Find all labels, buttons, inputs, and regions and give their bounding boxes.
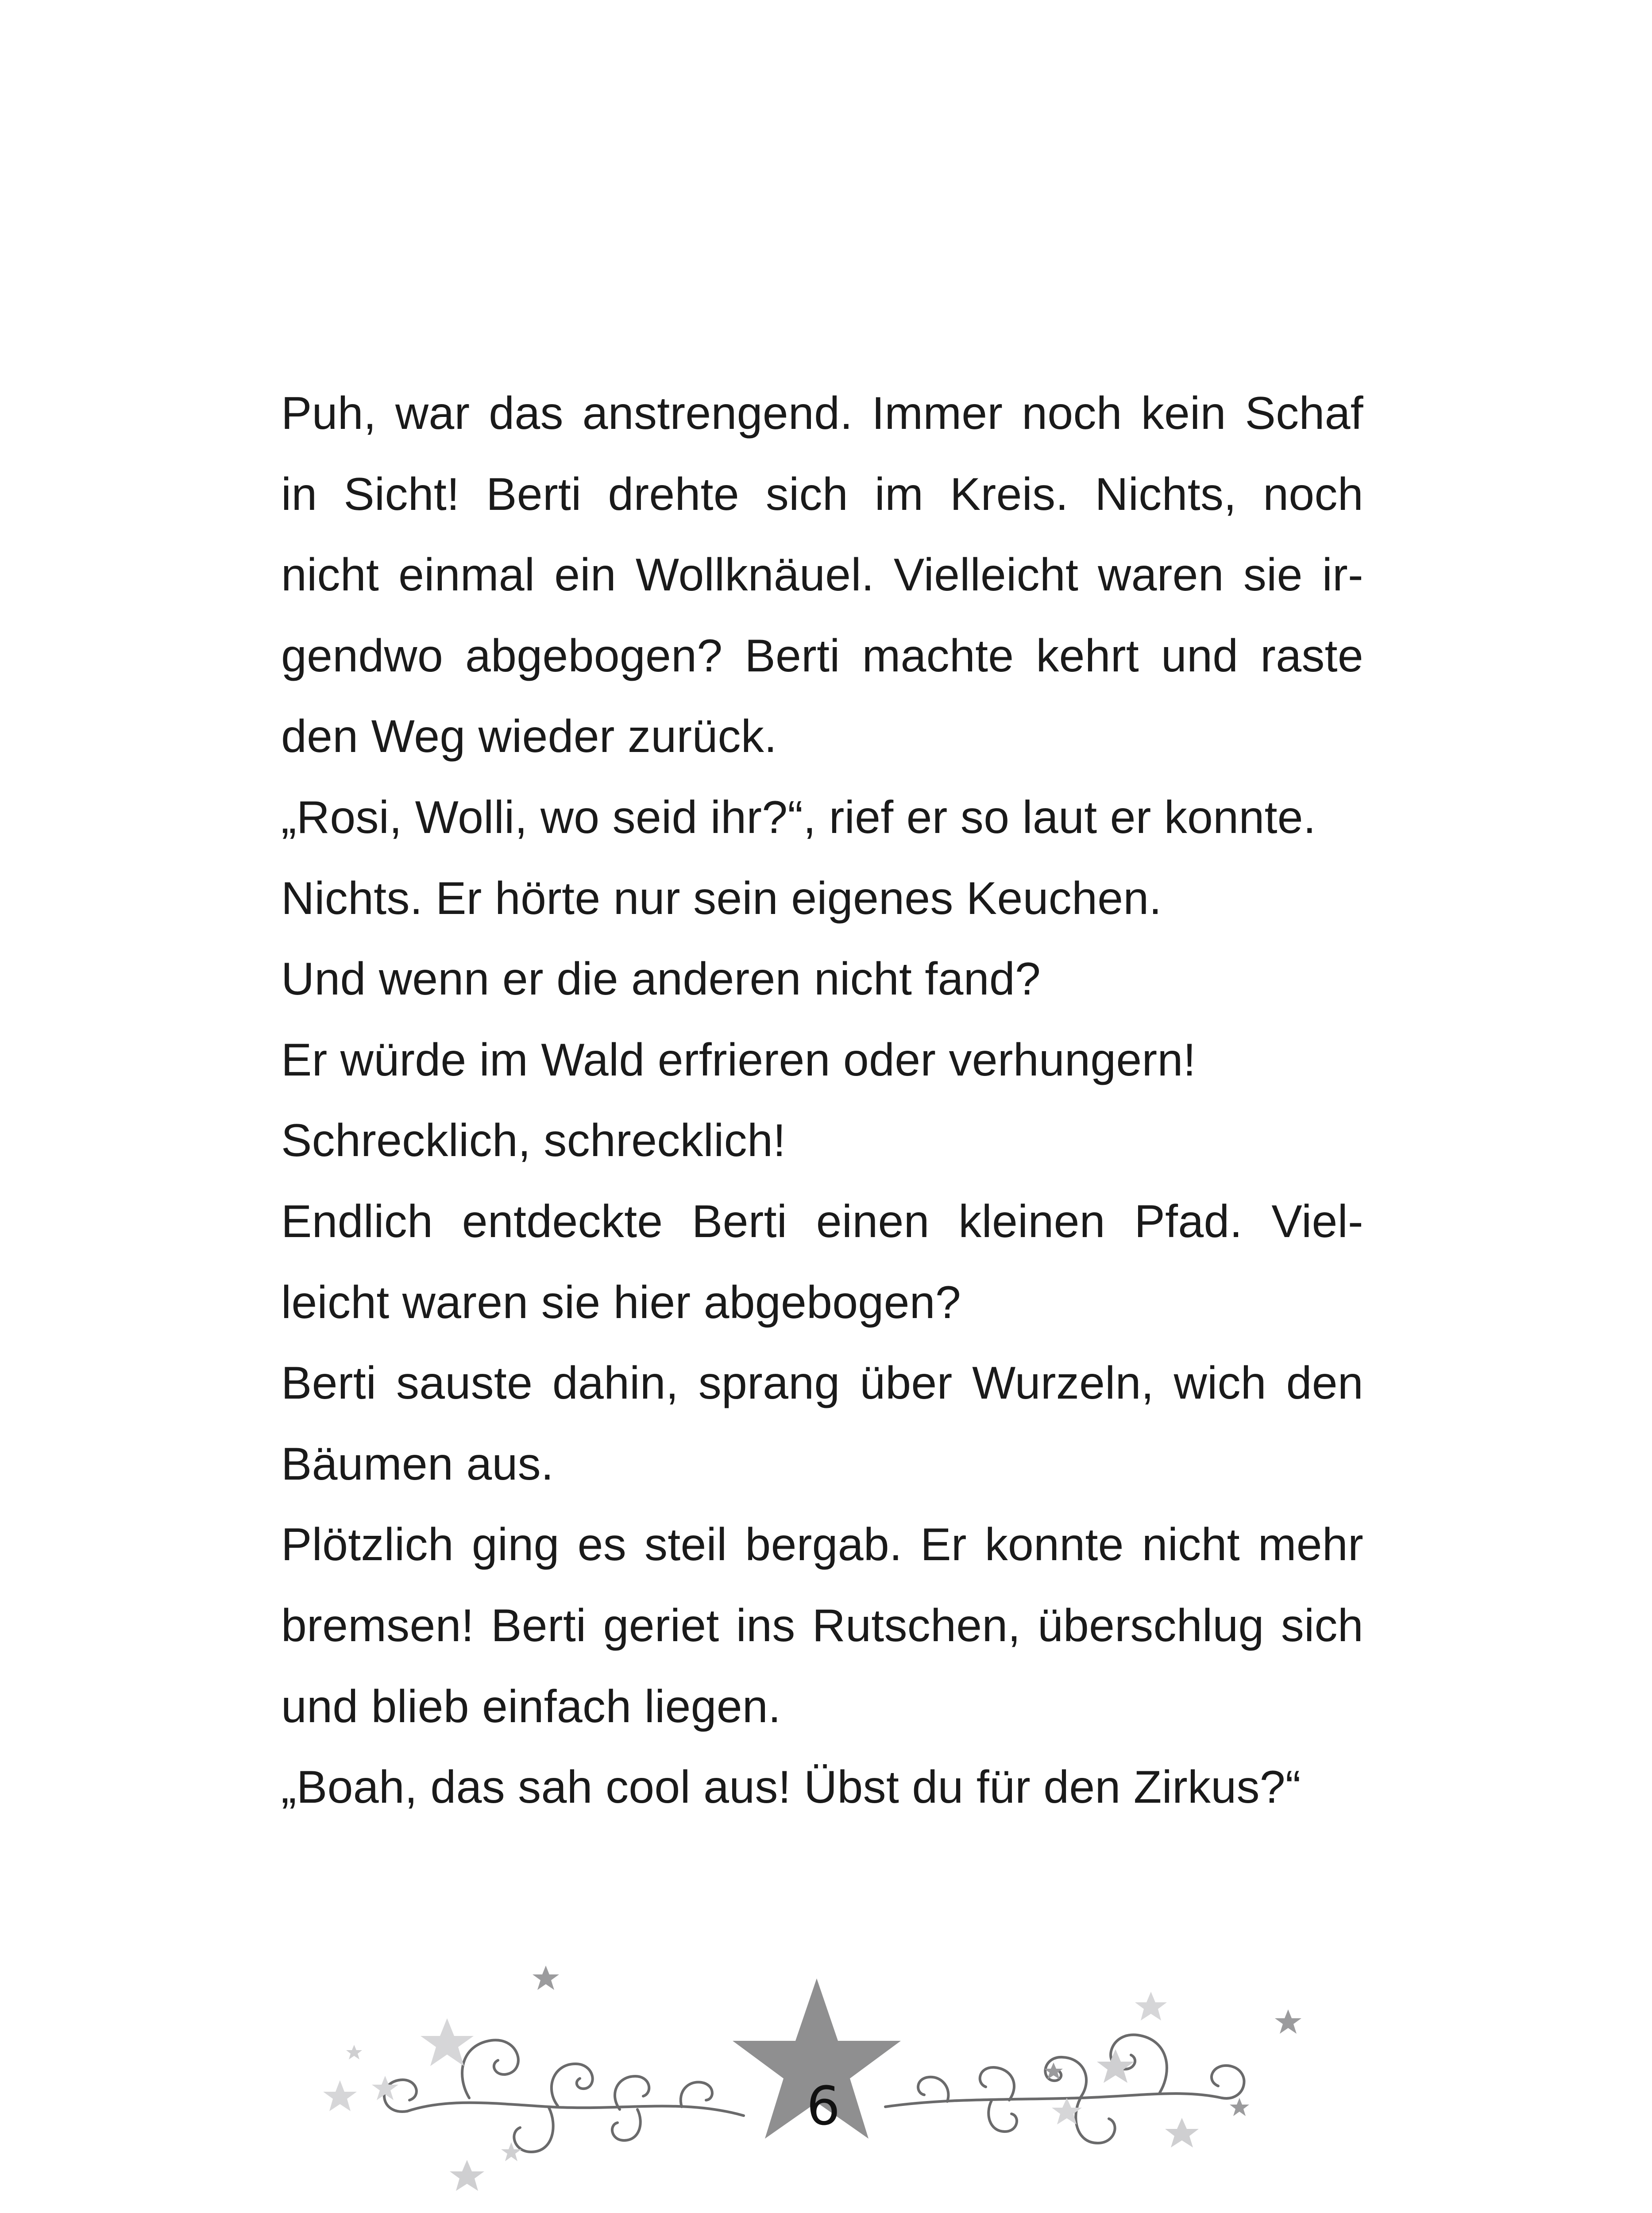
text-line: Nichts. Er hörte nur sein eigenes Keuchen. (281, 872, 1162, 924)
text-line: den Weg wieder zurück. (281, 711, 777, 763)
text-line: und blieb einfach liegen. (281, 1681, 781, 1732)
text-line: Endlich entdeckte Berti einen kleinen Pfad. Viel- (281, 1195, 1363, 1247)
text-line: Berti sauste dahin, sprang über Wurzeln, wich den (281, 1357, 1363, 1409)
text-line: „Rosi, Wolli, wo seid ihr?“, rief er so laut er konnte. (281, 791, 1316, 843)
text-line: Schrecklich, schrecklich! (281, 1115, 786, 1167)
text-line: nicht einmal ein Wollknäuel. Vielleicht waren sie ir- (281, 549, 1363, 601)
swirl-right-icon (885, 2035, 1244, 2143)
text-line: Bäumen aus. (281, 1438, 554, 1490)
text-line: Plötzlich ging es steil bergab. Er konnte nicht mehr (281, 1519, 1363, 1571)
story-text (281, 373, 1363, 1828)
page-number: 6 (806, 2076, 841, 2137)
text-line: in Sicht! Berti drehte sich im Kreis. Nichts, noch (281, 468, 1363, 520)
text-line: Und wenn er die anderen nicht fand? (281, 953, 1041, 1005)
text-line: Puh, war das anstrengend. Immer noch kein Schaf (281, 388, 1363, 439)
text-line: leicht waren sie hier abgebogen? (281, 1276, 961, 1328)
text-line: bremsen! Berti geriet ins Rutschen, überschlug sich (281, 1600, 1363, 1651)
text-line: „Boah, das sah cool aus! Übst du für den Zirkus?“ (281, 1762, 1301, 1813)
text-line: gendwo abgebogen? Berti machte kehrt und raste (281, 630, 1363, 682)
text-line: Er würde im Wald erfrieren oder verhungern! (281, 1034, 1196, 1086)
